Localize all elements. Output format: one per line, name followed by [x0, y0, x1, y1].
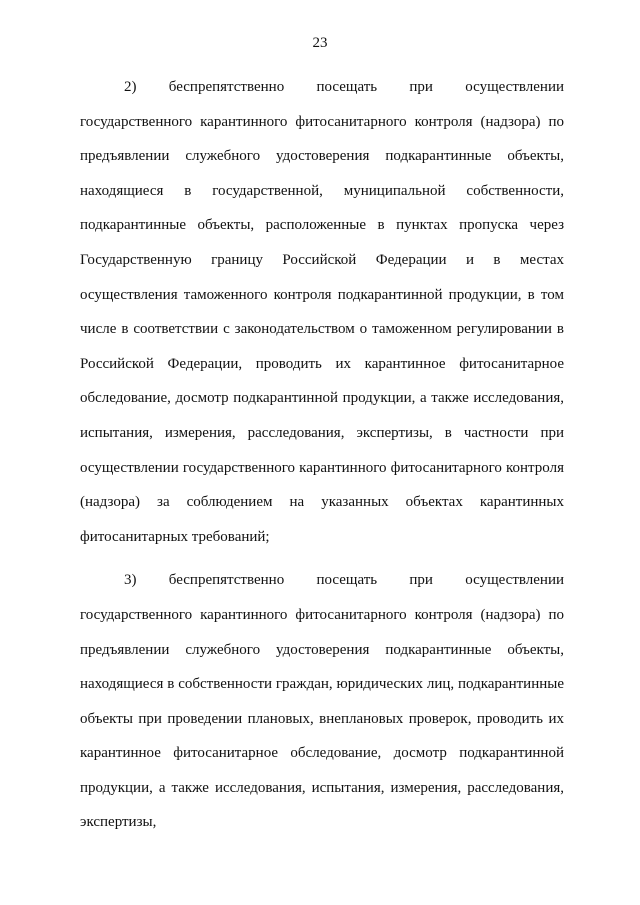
document-body — [80, 70, 564, 840]
page-number: 23 — [312, 35, 328, 51]
paragraph-item-2: 2) беспрепятственно посещать при осуществлении государственного карантинного фитосанитарного контроля (надзора) по предъявлении служебного удостоверения подкарантинные объекты, находящиеся в государственной, муниципальной собственности, подкарантинные объекты, расположенные в пунктах пропуска через Государственную границу Российской Федерации и в местах осуществления таможенного контроля подкарантинной продукции, в том числе в соответствии с законодательством о таможенном регулировании в Российской Федерации, проводить их карантинное фитосанитарное обследование, досмотр подкарантинной продукции, а также исследования, испытания, измерения, расследования, экспертизы, в частности при осуществлении государственного карантинного фитосанитарного контроля (надзора) за соблюдением на указанных объектах карантинных фитосанитарных требований; — [80, 79, 564, 545]
paragraph-item-3: 3) беспрепятственно посещать при осуществлении государственного карантинного фитосанитарного контроля (надзора) по предъявлении служебного удостоверения подкарантинные объекты, находящиеся в собственности граждан, юридических лиц, подкарантинные объекты при проведении плановых, внеплановых проверок, проводить их карантинное фитосанитарное обследование, досмотр подкарантинной продукции, а также исследования, испытания, измерения, расследования, экспертизы, — [80, 572, 564, 831]
